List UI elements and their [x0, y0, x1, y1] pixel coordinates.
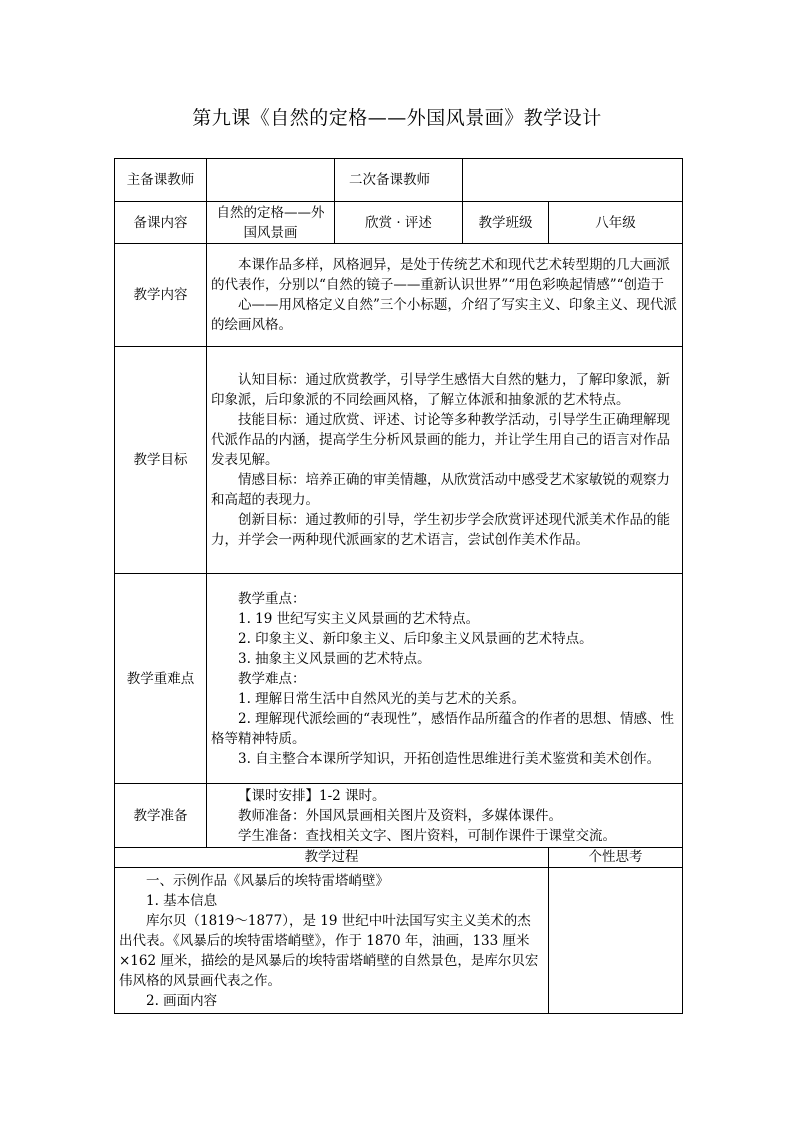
goal-cognitive: 认知目标：通过欣赏教学，引导学生感悟大自然的魅力，了解印象派，新印象派，后印象派的不同绘画风格，了解立体派和抽象派的艺术特点。 [211, 372, 670, 408]
process-subheading-content: 2. 画面内容 [146, 992, 218, 1009]
difficulty-item: 1. 理解日常生活中自然风光的美与艺术的关系。 [238, 690, 526, 707]
row-key-points [115, 574, 683, 784]
prep-schedule: 【课时安排】1-2 课时。 [238, 787, 386, 804]
process-paragraph: 库尔贝（1819～1877），是 19 世纪中叶法国写实主义美术的杰出代表。《风暴后的埃特雷塔峭壁》，作于 1870 年，油画，133 厘米×162 厘米，描绘的是风暴后的埃特雷塔峭壁的自然景色，是库尔贝宏伟风格的风景画代表之作。 [119, 912, 539, 989]
difficulty-heading: 教学难点： [238, 670, 306, 687]
key-heading: 教学重点： [238, 590, 306, 607]
process-content [115, 868, 549, 1014]
value-teaching-goals [207, 347, 683, 574]
row-process-header [115, 848, 683, 868]
label-key-points: 教学重难点 [115, 574, 207, 784]
value-prep-content: 自然的定格——外国风景画 [207, 202, 335, 244]
difficulty-item: 3. 自主整合本课所学知识，开拓创造性思维进行美术鉴赏和美术创作。 [238, 750, 661, 767]
value-teaching-content [207, 244, 683, 347]
value-class: 八年级 [549, 202, 683, 244]
value-preparation [207, 784, 683, 848]
row-process-body [115, 868, 683, 1014]
prep-teacher: 教师准备：外国风景画相关图片及资料，多媒体课件。 [238, 807, 562, 824]
row-teaching-goals [115, 347, 683, 574]
key-item: 1. 19 世纪写实主义风景画的艺术特点。 [238, 610, 480, 627]
label-teaching-process: 教学过程 [115, 848, 549, 868]
row-preparation [115, 784, 683, 848]
process-subheading-info: 1. 基本信息 [146, 892, 218, 909]
content-paragraph-2: 心——用风格定义自然”三个小标题，介绍了写实主义、印象主义、现代派的绘画风格。 [211, 297, 677, 333]
value-second-teacher [463, 159, 683, 202]
row-teachers [115, 159, 683, 202]
label-class: 教学班级 [463, 202, 549, 244]
process-section-heading: 一、示例作品《风暴后的埃特雷塔峭壁》 [146, 872, 389, 889]
key-item: 3. 抽象主义风景画的艺术特点。 [238, 650, 431, 667]
row-teaching-content [115, 244, 683, 347]
personal-notes-cell [549, 868, 683, 1014]
row-prep-content [115, 202, 683, 244]
page-title: 第九课《自然的定格——外国风景画》教学设计 [192, 107, 602, 129]
label-teaching-content: 教学内容 [115, 244, 207, 347]
content-paragraph-1: 本课作品多样，风格迥异，是处于传统艺术和现代艺术转型期的几大画派的代表作，分别以“自然的镜子——重新认识世界”“用色彩唤起情感”“创造于 [211, 257, 670, 293]
prep-student: 学生准备：查找相关文字、图片资料，可制作课件于课堂交流。 [238, 827, 616, 844]
goal-innovation: 创新目标：通过教师的引导，学生初步学会欣赏评述现代派美术作品的能力，并学会一两种现代派画家的艺术语言，尝试创作美术作品。 [211, 512, 670, 548]
value-method: 欣赏 · 评述 [335, 202, 463, 244]
label-teaching-goals: 教学目标 [115, 347, 207, 574]
label-main-teacher: 主备课教师 [115, 159, 207, 202]
value-key-points [207, 574, 683, 784]
lesson-plan-table [114, 158, 683, 1014]
goal-emotion: 情感目标：培养正确的审美情趣，从欣赏活动中感受艺术家敏锐的观察力和高超的表现力。 [211, 472, 670, 508]
label-second-teacher: 二次备课教师 [335, 159, 463, 202]
label-prep-content: 备课内容 [115, 202, 207, 244]
goal-skill: 技能目标：通过欣赏、评述、讨论等多种教学活动，引导学生正确理解现代派作品的内涵，提高学生分析风景画的能力，并让学生用自己的语言对作品发表见解。 [211, 412, 670, 468]
label-preparation: 教学准备 [115, 784, 207, 848]
value-main-teacher [207, 159, 335, 202]
label-personal-notes: 个性思考 [549, 848, 683, 868]
key-item: 2. 印象主义、新印象主义、后印象主义风景画的艺术特点。 [238, 630, 593, 647]
difficulty-item: 2. 理解现代派绘画的“表现性”，感悟作品所蕴含的作者的思想、情感、性格等精神特质。 [211, 710, 674, 747]
